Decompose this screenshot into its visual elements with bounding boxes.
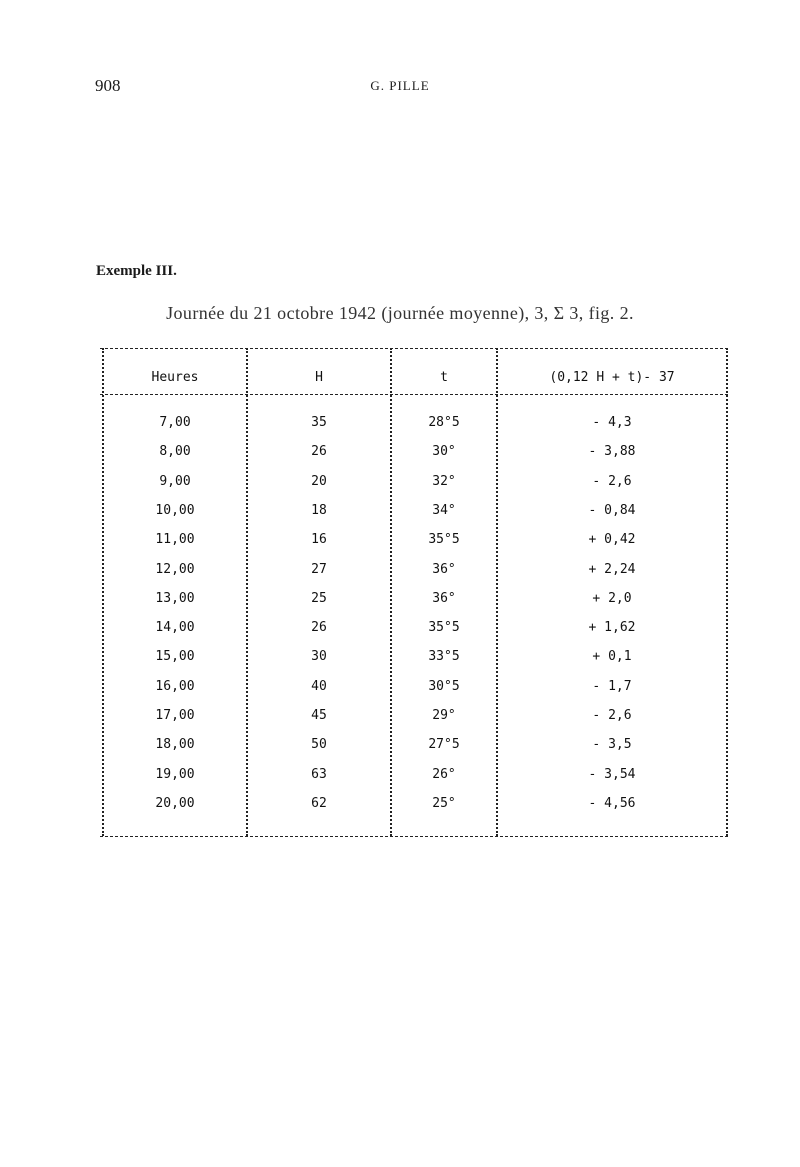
- cell-heures: 13,00: [155, 591, 195, 606]
- cell-t: 36°: [432, 591, 456, 606]
- cell-heures: 7,00: [159, 415, 191, 430]
- data-table: [100, 342, 732, 842]
- cell-t: 32°: [432, 474, 456, 489]
- cell-h: 50: [311, 737, 327, 752]
- cell-t: 30°5: [428, 679, 460, 694]
- cell-formula: - 2,6: [592, 474, 632, 489]
- cell-heures: 9,00: [159, 474, 191, 489]
- cell-heures: 17,00: [155, 708, 195, 723]
- cell-h: 16: [311, 532, 327, 547]
- cell-h: 35: [311, 415, 327, 430]
- cell-h: 27: [311, 562, 327, 577]
- cell-formula: - 3,88: [588, 444, 636, 459]
- cell-h: 25: [311, 591, 327, 606]
- cell-formula: - 4,3: [592, 415, 632, 430]
- table-caption: Journée du 21 octobre 1942 (journée moyenne), 3, Σ 3, fig. 2.: [166, 303, 634, 323]
- cell-heures: 14,00: [155, 620, 195, 635]
- running-head: G. PILLE: [370, 78, 430, 93]
- cell-heures: 12,00: [155, 562, 195, 577]
- cell-t: 29°: [432, 708, 456, 723]
- cell-t: 34°: [432, 503, 456, 518]
- cell-t: 26°: [432, 767, 456, 782]
- cell-formula: + 2,24: [588, 562, 636, 577]
- cell-t: 30°: [432, 444, 456, 459]
- table-header-rule: [100, 394, 728, 395]
- cell-h: 18: [311, 503, 327, 518]
- cell-h: 45: [311, 708, 327, 723]
- table-bottom-rule: [100, 836, 728, 837]
- cell-formula: + 1,62: [588, 620, 636, 635]
- cell-heures: 20,00: [155, 796, 195, 811]
- cell-formula: - 3,54: [588, 767, 636, 782]
- cell-t: 35°5: [428, 620, 460, 635]
- cell-heures: 10,00: [155, 503, 195, 518]
- cell-t: 25°: [432, 796, 456, 811]
- cell-t: 27°5: [428, 737, 460, 752]
- cell-heures: 16,00: [155, 679, 195, 694]
- cell-h: 30: [311, 649, 327, 664]
- cell-t: 36°: [432, 562, 456, 577]
- column-header-heures: Heures: [151, 370, 199, 385]
- cell-h: 20: [311, 474, 327, 489]
- cell-h: 63: [311, 767, 327, 782]
- example-title: Exemple III.: [96, 263, 177, 279]
- cell-h: 26: [311, 444, 327, 459]
- cell-heures: 11,00: [155, 532, 195, 547]
- cell-formula: + 0,42: [588, 532, 636, 547]
- cell-formula: - 3,5: [592, 737, 632, 752]
- column-header-t: t: [440, 370, 448, 385]
- cell-h: 40: [311, 679, 327, 694]
- table-right-border: [726, 348, 728, 836]
- page-number: 908: [95, 76, 121, 95]
- cell-t: 33°5: [428, 649, 460, 664]
- column-header-formula: (0,12 H + t)- 37: [549, 370, 675, 385]
- cell-formula: - 0,84: [588, 503, 636, 518]
- cell-heures: 15,00: [155, 649, 195, 664]
- cell-h: 62: [311, 796, 327, 811]
- cell-t: 35°5: [428, 532, 460, 547]
- cell-formula: + 0,1: [592, 649, 632, 664]
- cell-formula: + 2,0: [592, 591, 632, 606]
- cell-formula: - 1,7: [592, 679, 632, 694]
- cell-heures: 18,00: [155, 737, 195, 752]
- cell-t: 28°5: [428, 415, 460, 430]
- cell-heures: 8,00: [159, 444, 191, 459]
- cell-heures: 19,00: [155, 767, 195, 782]
- column-header-h: H: [315, 370, 323, 385]
- cell-formula: - 4,56: [588, 796, 636, 811]
- cell-h: 26: [311, 620, 327, 635]
- cell-formula: - 2,6: [592, 708, 632, 723]
- table-top-rule: [100, 348, 728, 349]
